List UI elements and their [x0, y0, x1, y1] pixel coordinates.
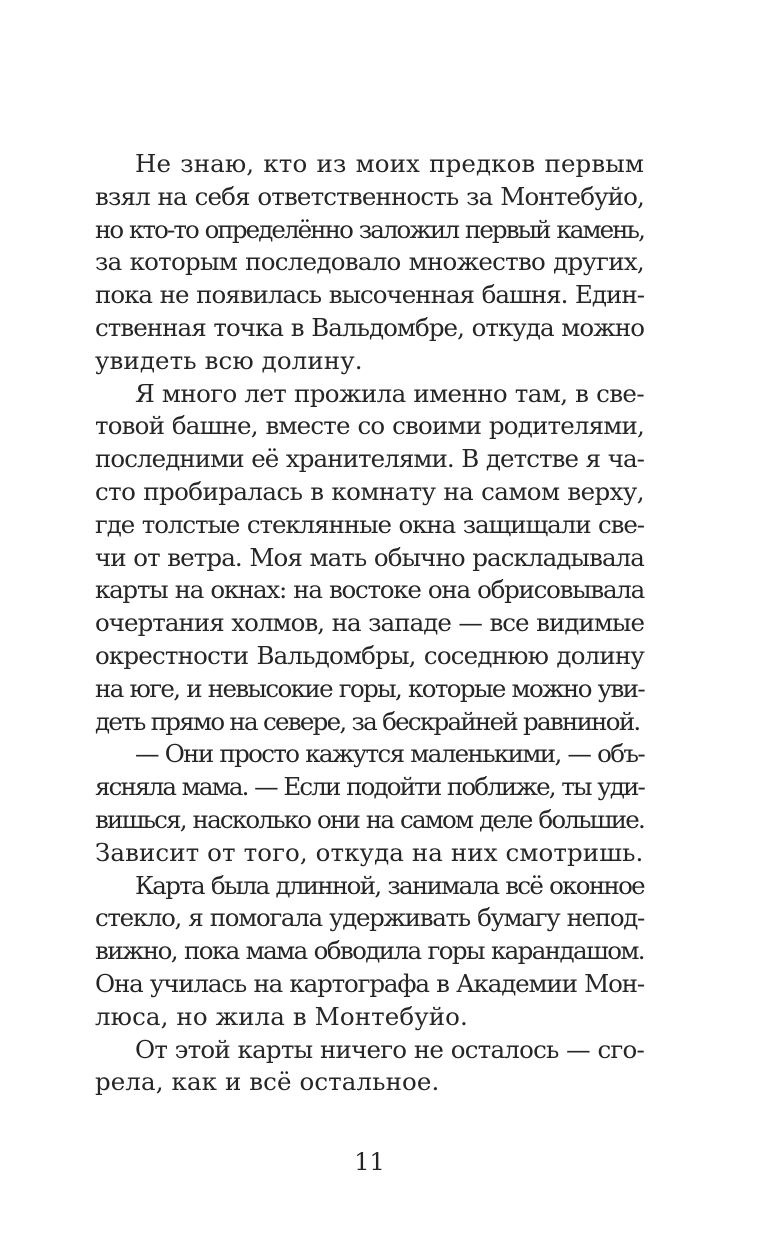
text-line: — Они просто кажутся маленькими, — объ-: [135, 739, 644, 769]
text-line: Она училась на картографа в Академии Мон-: [95, 968, 644, 998]
text-line: стекло, я помогала удерживать бумагу непод-: [95, 903, 644, 933]
text-line: где толстые стеклянные окна защищали све-: [95, 509, 644, 539]
text-line: на юге, и невысокие горы, которые можно уви-: [95, 673, 644, 703]
page-number: 11: [354, 1148, 385, 1176]
text-line: Зависит от того, откуда на них смотришь.: [95, 837, 644, 867]
text-line: последними её хранителями. В детстве я ча-: [95, 444, 644, 474]
text-line: чи от ветра. Моя мать обычно раскладывала: [95, 542, 644, 572]
text-line: вижно, пока мама обводила горы карандашом.: [95, 936, 644, 966]
text-line: Я много лет прожила именно там, в све-: [135, 378, 644, 408]
text-line: ственная точка в Вальдомбре, откуда можно: [95, 312, 644, 342]
text-line: взял на себя ответственность за Монтебуйо,: [95, 181, 644, 211]
text-line: пока не появилась высоченная башня. Един-: [95, 280, 644, 310]
text-line: Не знаю, кто из моих предков первым: [135, 149, 644, 178]
text-line: От этой карты ничего не осталось — сго-: [135, 1034, 644, 1064]
body-text: [95, 148, 644, 1099]
text-line: очертания холмов, на западе — все видимые: [95, 608, 644, 638]
text-line: Карта была длинной, занимала всё оконное: [135, 870, 644, 900]
text-line: ясняла мама. — Если подойти поближе, ты уди-: [95, 772, 644, 802]
text-line: увидеть всю долину.: [95, 345, 363, 375]
text-line: карты на окнах: на востоке она обрисовывала: [95, 575, 644, 605]
text-line: окрестности Вальдомбры, соседнюю долину: [95, 640, 644, 670]
text-line: за которым последовало множество других,: [95, 247, 644, 277]
text-line: деть прямо на севере, за бескрайней равниной.: [95, 706, 640, 736]
text-line: вишься, насколько они на самом деле большие.: [95, 804, 644, 834]
text-line: но кто-то определённо заложил первый камень,: [95, 214, 644, 244]
text-line: люса, но жила в Монтебуйо.: [95, 1001, 468, 1031]
text-line: сто пробиралась в комнату на самом верху,: [95, 476, 644, 506]
text-line: товой башне, вместе со своими родителями,: [95, 411, 644, 441]
text-line: рела, как и всё остальное.: [95, 1067, 440, 1097]
